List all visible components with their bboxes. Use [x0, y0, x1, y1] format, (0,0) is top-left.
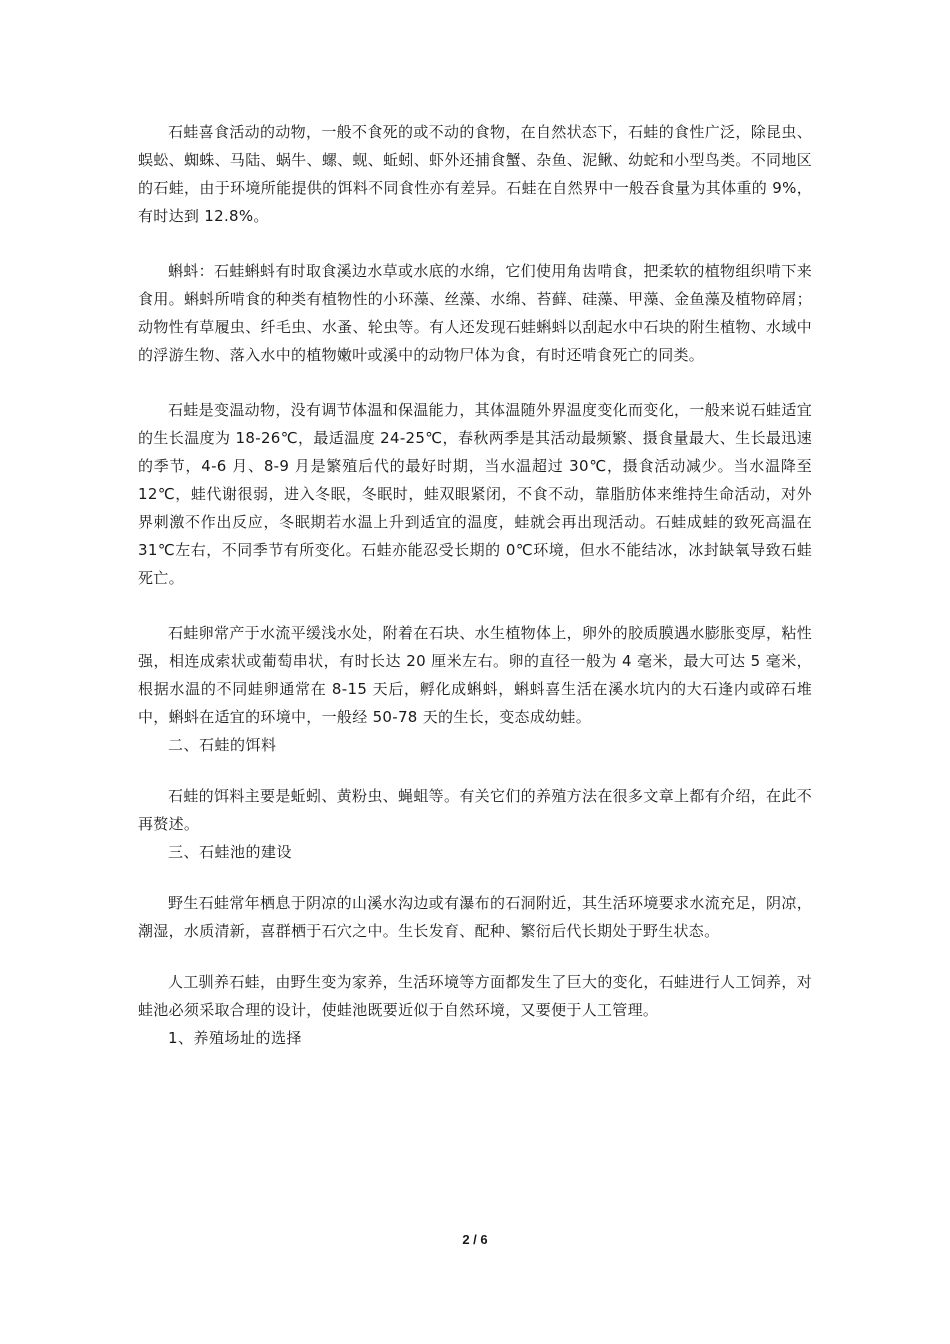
paragraph-temperature: 石蛙是变温动物，没有调节体温和保温能力，其体温随外界温度变化而变化，一般来说石蛙适宜的生长温度为 18-26℃，最适温度 24-25℃，春秋两季是其活动最频繁、摄食量最大、生长最迅速的季节，4-6 月、8-9 月是繁殖后代的最好时期，当水温超过 30℃，摄食活动减少。当水温降至 12℃，蛙代谢很弱，进入冬眠，冬眠时，蛙双眼紧闭，不食不动，靠脂肪体来维持生命活动，对外界刺激不作出反应，冬眠期若水温上升到适宜的温度，蛙就会再出现活动。石蛙成蛙的致死高温在 31℃左右，不同季节有所变化。石蛙亦能忍受长期的 0℃环境，但水不能结冰，冰封缺氧导致石蛙死亡。 [138, 401, 812, 587]
page-number: 2 / 6 [462, 1232, 488, 1247]
section-heading-feed: 二、石蛙的饵料 [168, 736, 277, 754]
document-body [138, 118, 812, 1052]
section-heading-pond: 三、石蛙池的建设 [168, 843, 293, 861]
paragraph-wild-habitat: 野生石蛙常年栖息于阴凉的山溪水沟边或有瀑布的石洞附近，其生活环境要求水流充足，阴凉，潮湿，水质清新，喜群栖于石穴之中。生长发育、配种、繁衍后代长期处于野生状态。 [138, 894, 812, 940]
paragraph-tadpole-diet: 蝌蚪：石蛙蝌蚪有时取食溪边水草或水底的水绵，它们使用角齿啃食，把柔软的植物组织啃下来食用。蝌蚪所啃食的种类有植物性的小环藻、丝藻、水绵、苔藓、硅藻、甲藻、金鱼藻及植物碎屑；动物性有草履虫、纤毛虫、水蚤、轮虫等。有人还发现石蛙蝌蚪以刮起水中石块的附生植物、水域中的浮游生物、落入水中的植物嫩叶或溪中的动物尸体为食，有时还啃食死亡的同类。 [138, 262, 812, 364]
paragraph-eggs: 石蛙卵常产于水流平缓浅水处，附着在石块、水生植物体上，卵外的胶质膜遇水膨胀变厚，粘性强，相连成索状或葡萄串状，有时长达 20 厘米左右。卵的直径一般为 4 毫米，最大可达 5 毫米，根据水温的不同蛙卵通常在 8-15 天后，孵化成蝌蚪，蝌蚪喜生活在溪水坑内的大石逢内或碎石堆中，蝌蚪在适宜的环境中，一般经 50-78 天的生长，变态成幼蛙。 [138, 624, 812, 726]
paragraph-feed: 石蛙的饵料主要是蚯蚓、黄粉虫、蝇蛆等。有关它们的养殖方法在很多文章上都有介绍，在此不再赘述。 [138, 787, 812, 833]
paragraph-diet: 石蛙喜食活动的动物，一般不食死的或不动的食物，在自然状态下，石蛙的食性广泛，除昆虫、蜈蚣、蜘蛛、马陆、蜗牛、螺、蚬、蚯蚓、虾外还捕食蟹、杂鱼、泥鳅、幼蛇和小型鸟类。不同地区的石蛙，由于环境所能提供的饵料不同食性亦有差异。石蛙在自然界中一般吞食量为其体重的 9%，有时达到 12.8%。 [138, 123, 812, 225]
subsection-heading-site: 1、养殖场址的选择 [168, 1029, 303, 1047]
paragraph-domestication: 人工驯养石蛙，由野生变为家养，生活环境等方面都发生了巨大的变化，石蛙进行人工饲养，对蛙池必须采取合理的设计，使蛙池既要近似于自然环境，又要便于人工管理。 [138, 973, 812, 1019]
